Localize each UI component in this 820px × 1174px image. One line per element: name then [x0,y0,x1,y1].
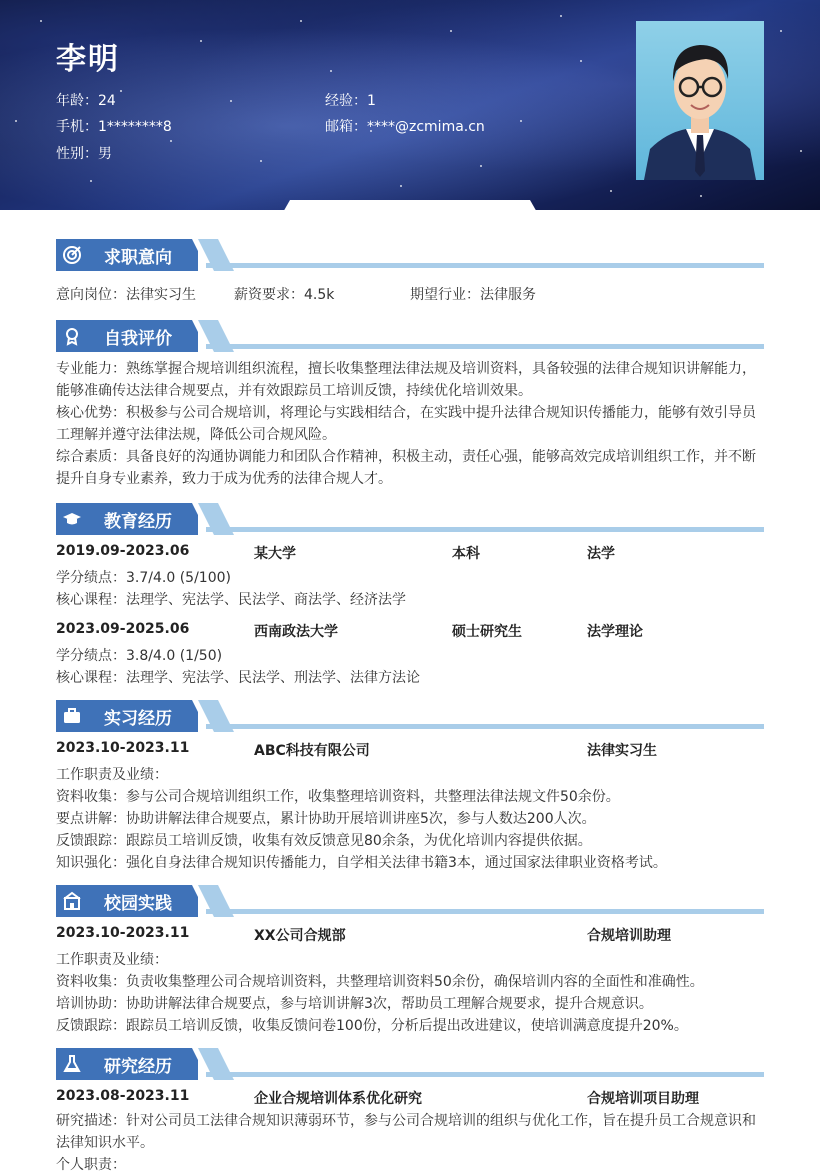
edu-date: 2023.09-2025.06 [56,621,190,637]
section-education [56,503,764,535]
candidate-name: 李明 [56,42,120,77]
edu-courses: 核心课程：法理学、宪法学、民法学、刑法学、法律方法论 [56,670,420,686]
target-icon [62,245,82,265]
campus-role: 合规培训助理 [587,928,671,944]
campus-line: 反馈跟踪：跟踪员工培训反馈，收集反馈问卷100份，分析后提出改进建议，使培训满意度提升20%。 [56,1018,688,1034]
research-description: 研究描述：针对公司员工法律合规知识薄弱环节，参与公司合规培训的组织与优化工作，旨在提升员工合规意识和法律知识水平。 [56,1113,756,1151]
section-title: 教育经历 [104,512,172,532]
section-title: 校园实践 [104,894,172,914]
campus-line: 工作职责及业绩： [56,952,168,968]
section-title: 研究经历 [104,1057,172,1077]
research-project: 企业合规培训体系优化研究 [254,1091,422,1107]
age-field: 年龄：24 [56,93,116,109]
phone-field: 手机：1********8 [56,119,172,135]
section-title: 求职意向 [104,248,172,268]
edu-gpa: 学分绩点：3.7/4.0 (5/100) [56,570,231,586]
campus-date: 2023.10-2023.11 [56,925,190,941]
intent-salary: 薪资要求：4.5k [234,287,335,303]
research-next-line: 个人职责： [56,1157,126,1173]
internship-line: 反馈跟踪：跟踪员工培训反馈，收集有效反馈意见80余条，为优化培训内容提供依据。 [56,833,592,849]
section-research [56,1048,764,1080]
section-job-intent [56,239,764,271]
edu-courses: 核心课程：法理学、宪法学、民法学、商法学、经济法学 [56,592,406,608]
section-self-evaluation [56,320,764,352]
graduation-cap-icon [62,509,82,529]
section-title: 实习经历 [104,709,172,729]
section-title: 自我评价 [104,329,172,349]
edu-date: 2019.09-2023.06 [56,543,190,559]
research-date: 2023.08-2023.11 [56,1088,190,1104]
campus-line: 资料收集：负责收集整理公司合规培训资料，共整理培训资料50余份，确保培训内容的全面性和准确性。 [56,974,704,990]
internship-line: 工作职责及业绩： [56,767,168,783]
briefcase-icon [62,706,82,726]
profile-photo [636,21,764,180]
header-notch-decoration [282,200,538,214]
edu-school: 西南政法大学 [254,624,338,640]
research-role: 合规培训项目助理 [587,1091,699,1107]
gender-field: 性别：男 [56,146,112,162]
self-eval-quality: 综合素质：具备良好的沟通协调能力和团队合作精神，积极主动，责任心强，能够高效完成培训组织工作，并不断提升自身专业素养，致力于成为优秀的法律合规人才。 [56,449,756,487]
internship-company: ABC科技有限公司 [254,743,370,759]
internship-line: 知识强化：强化自身法律合规知识传播能力，自学相关法律书籍3本，通过国家法律职业资格考试。 [56,855,667,871]
award-icon [62,326,82,346]
edu-major: 法学 [587,546,615,562]
header-banner [0,0,820,210]
internship-date: 2023.10-2023.11 [56,740,190,756]
self-eval-professional: 专业能力：熟练掌握合规培训组织流程，擅长收集整理法律法规及培训资料，具备较强的法律合规知识讲解能力，能够准确传达法律合规要点，并有效跟踪员工培训反馈，持续优化培训效果。 [56,361,756,399]
section-campus-practice [56,885,764,917]
campus-org: XX公司合规部 [254,928,346,944]
edu-degree: 硕士研究生 [452,624,522,640]
internship-line: 资料收集：参与公司合规培训组织工作，收集整理培训资料，共整理法律法规文件50余份。 [56,789,620,805]
edu-major: 法学理论 [587,624,643,640]
edu-gpa: 学分绩点：3.8/4.0 (1/50) [56,648,223,664]
internship-role: 法律实习生 [587,743,657,759]
edu-school: 某大学 [254,546,296,562]
intent-position: 意向岗位：法律实习生 [56,287,196,303]
email-field: 邮箱：****@zcmima.cn [325,119,485,135]
building-icon [62,891,82,911]
intent-industry: 期望行业：法律服务 [410,287,536,303]
internship-line: 要点讲解：协助讲解法律合规要点，累计协助开展培训讲座5次，参与人数达200人次。 [56,811,596,827]
edu-degree: 本科 [452,546,480,562]
campus-line: 培训协助：协助讲解法律合规要点，参与培训讲解3次，帮助员工理解合规要求，提升合规意识。 [56,996,653,1012]
self-eval-strength: 核心优势：积极参与公司合规培训，将理论与实践相结合，在实践中提升法律合规知识传播能力，能够有效引导员工理解并遵守法律法规，降低公司合规风险。 [56,405,756,443]
section-internship [56,700,764,732]
experience-field: 经验：1 [325,93,376,109]
flask-icon [62,1054,82,1074]
